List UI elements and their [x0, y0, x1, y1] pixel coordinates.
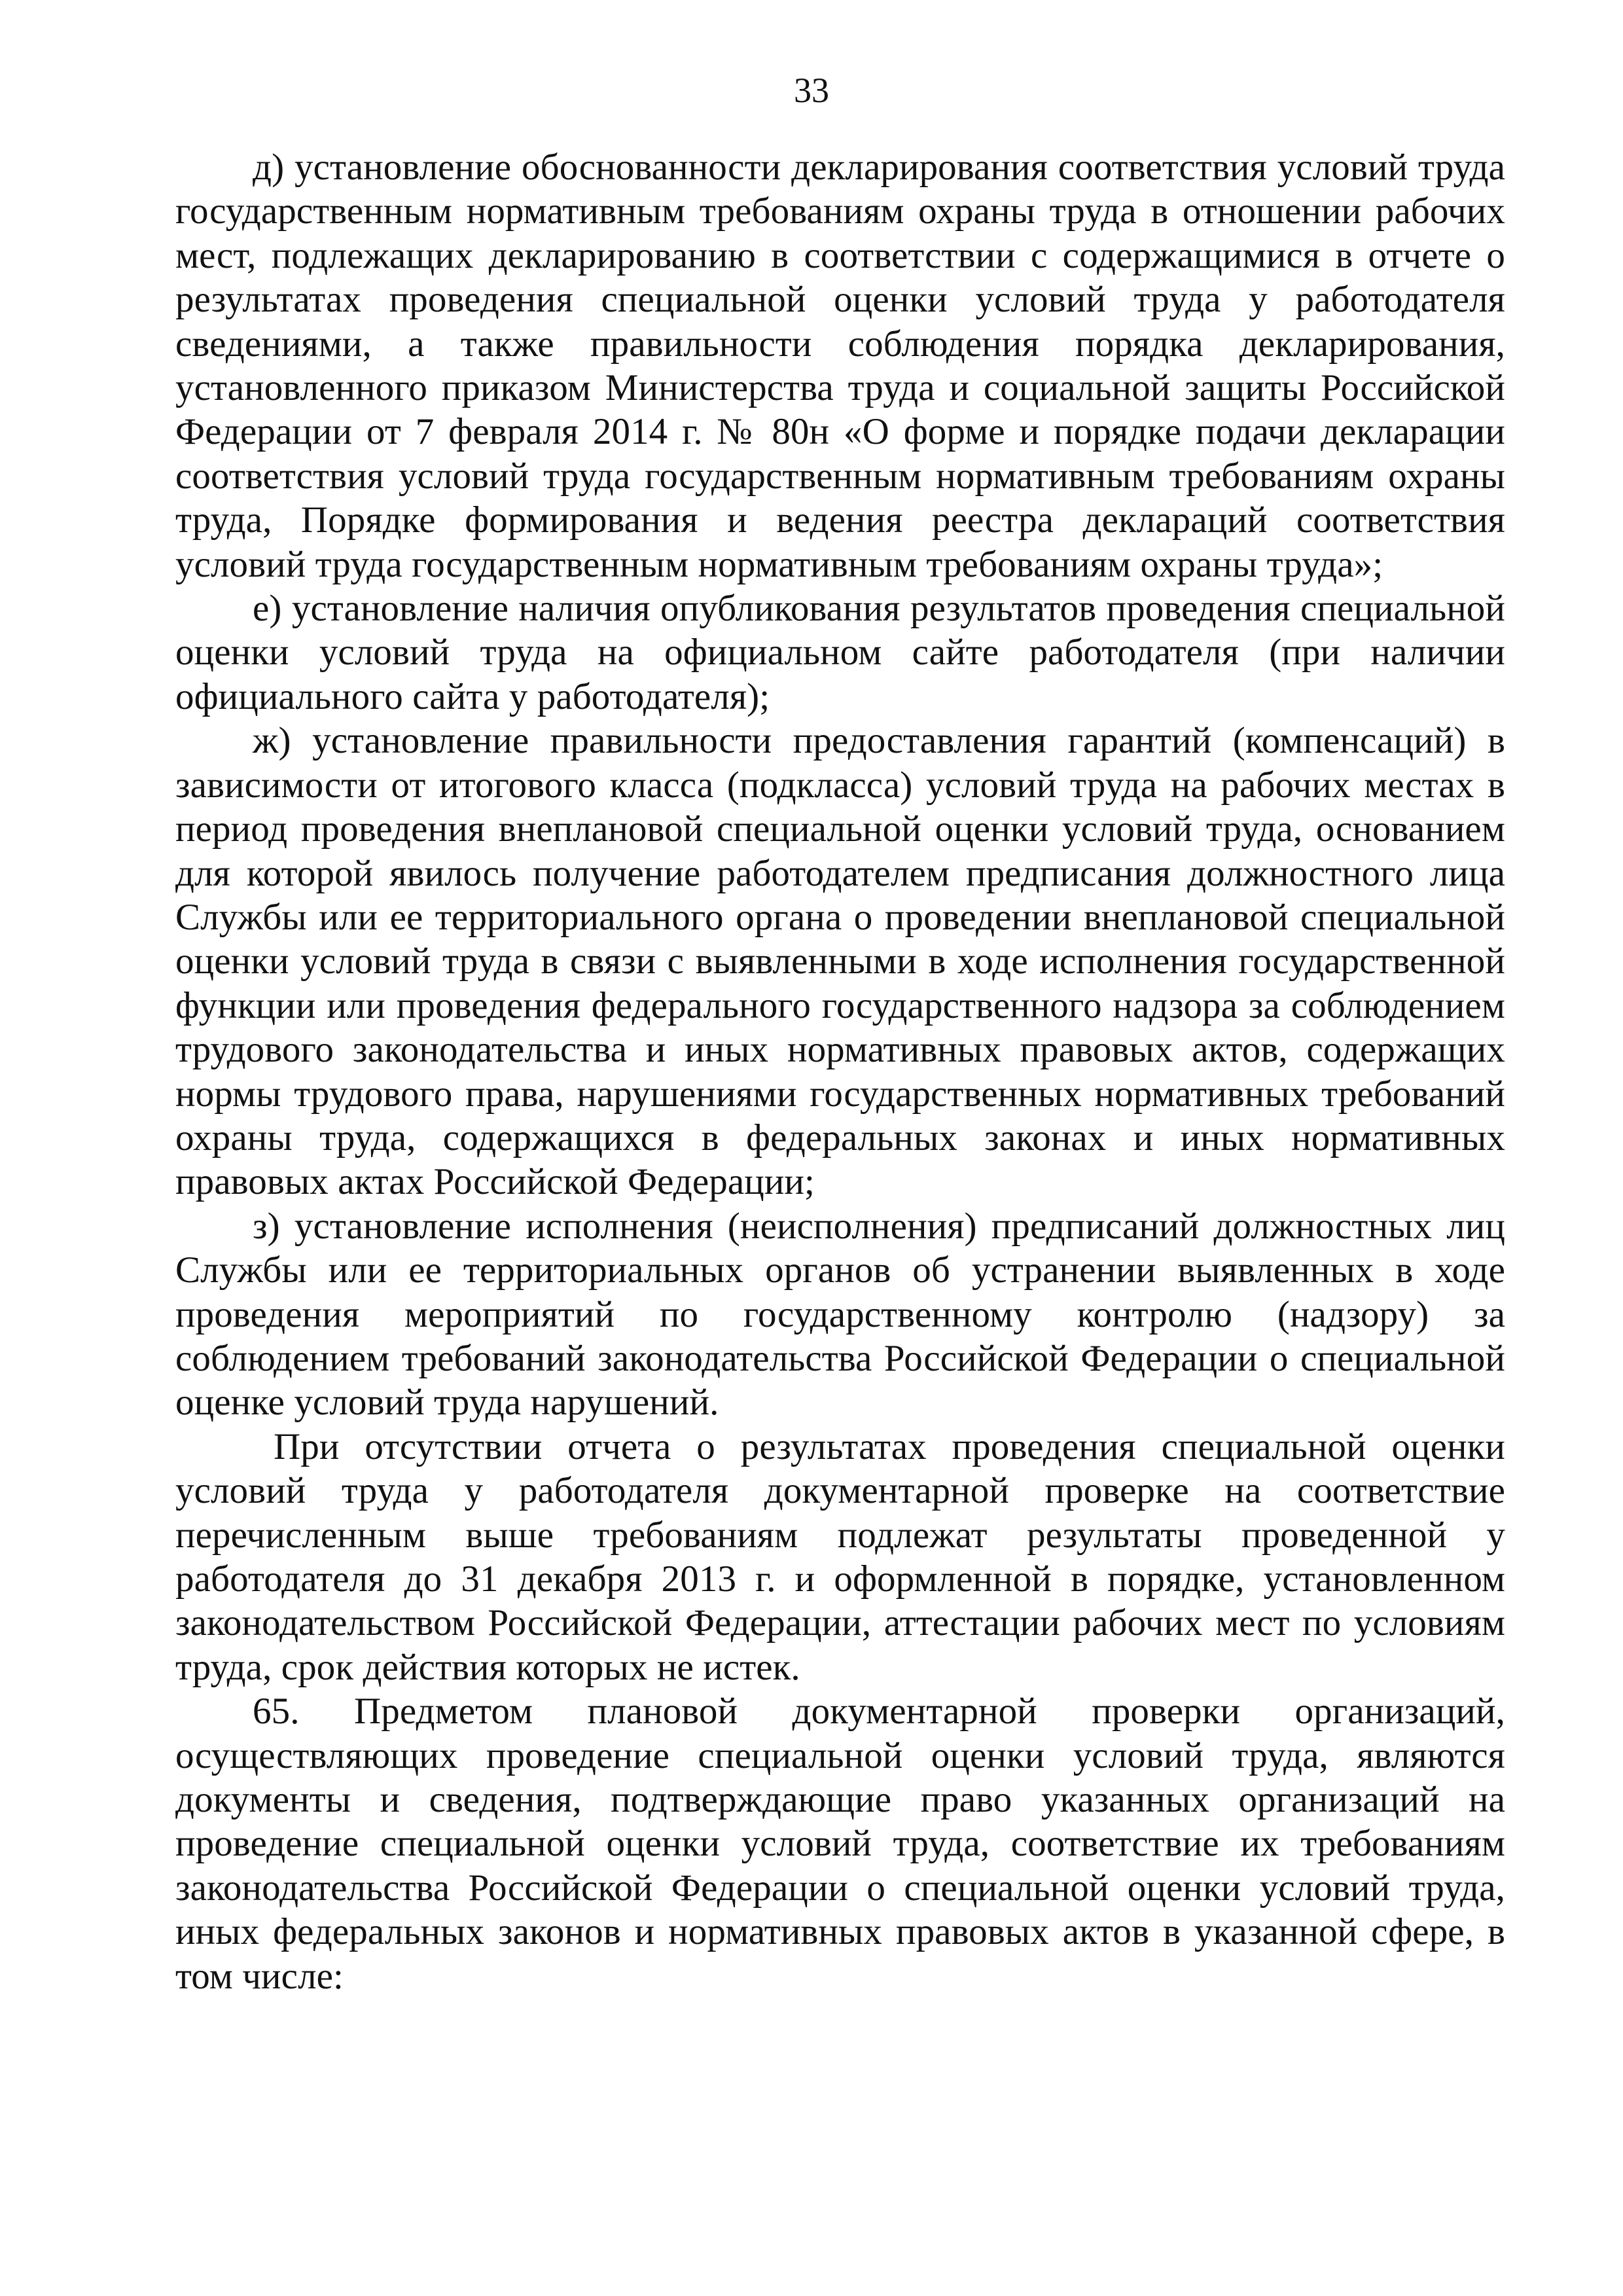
paragraph-e: е) установление наличия опубликования результатов проведения специальной оценки условий труда на официальном сайте работодателя (при наличии официального сайта у работодателя);: [175, 588, 1505, 717]
paragraph-absence-of-report: При отсутствии отчета о результатах проведения специальной оценки условий труда у работодателя документарной проверке на соответствие перечисленным выше требованиям подлежат результаты проведенной у работодателя до 31 декабря 2013 г. и оформленной в порядке, установленном законодательством Российской Федерации, аттестации рабочих мест по условиям труда, срок действия которых не истек.: [175, 1426, 1505, 1688]
paragraph-z: з) установление исполнения (неисполнения) предписаний должностных лиц Службы или ее территориальных органов об устранении выявленных в ходе проведения мероприятий по государственному контролю (надзору) за соблюдением требований законодательства Российской Федерации о специальной оценке условий труда нарушений.: [175, 1205, 1505, 1424]
paragraph-zh: ж) установление правильности предоставления гарантий (компенсаций) в зависимости от итогового класса (подкласса) условий труда на рабочих местах в период проведения внеплановой специальной оценки условий труда, основанием для которой явилось получение работодателем предписания должностного лица Службы или ее территориального органа о проведении внеплановой специальной оценки условий труда в связи с выявленными в ходе исполнения государственной функции или проведения федерального государственного надзора за соблюдением трудового законодательства и иных нормативных правовых актов, содержащих нормы трудового права, нарушениями государственных нормативных требований охраны труда, содержащихся в федеральных законах и иных нормативных правовых актах Российской Федерации;: [175, 720, 1505, 1203]
page-number: 33: [794, 71, 829, 110]
paragraph-65: 65. Предметом плановой документарной проверки организаций, осуществляющих проведение специальной оценки условий труда, являются документы и сведения, подтверждающие право указанных организаций на проведение специальной оценки условий труда, соответствие их требованиям законодательства Российской Федерации о специальной оценки условий труда, иных федеральных законов и нормативных правовых актов в указанной сфере, в том числе:: [175, 1691, 1505, 1997]
paragraph-d: д) установление обоснованности декларирования соответствия условий труда государственным нормативным требованиям охраны труда в отношении рабочих мест, подлежащих декларированию в соответствии с содержащимися в отчете о результатах проведения специальной оценки условий труда у работодателя сведениями, а также правильности соблюдения порядка декларирования, установленного приказом Министерства труда и социальной защиты Российской Федерации от 7 февраля 2014 г. № 80н «О форме и порядке подачи декларации соответствия условий труда государственным нормативным требованиям охраны труда, Порядке формирования и ведения реестра деклараций соответствия условий труда государственным нормативным требованиям охраны труда»;: [175, 147, 1505, 585]
document-body: [175, 145, 1505, 1998]
